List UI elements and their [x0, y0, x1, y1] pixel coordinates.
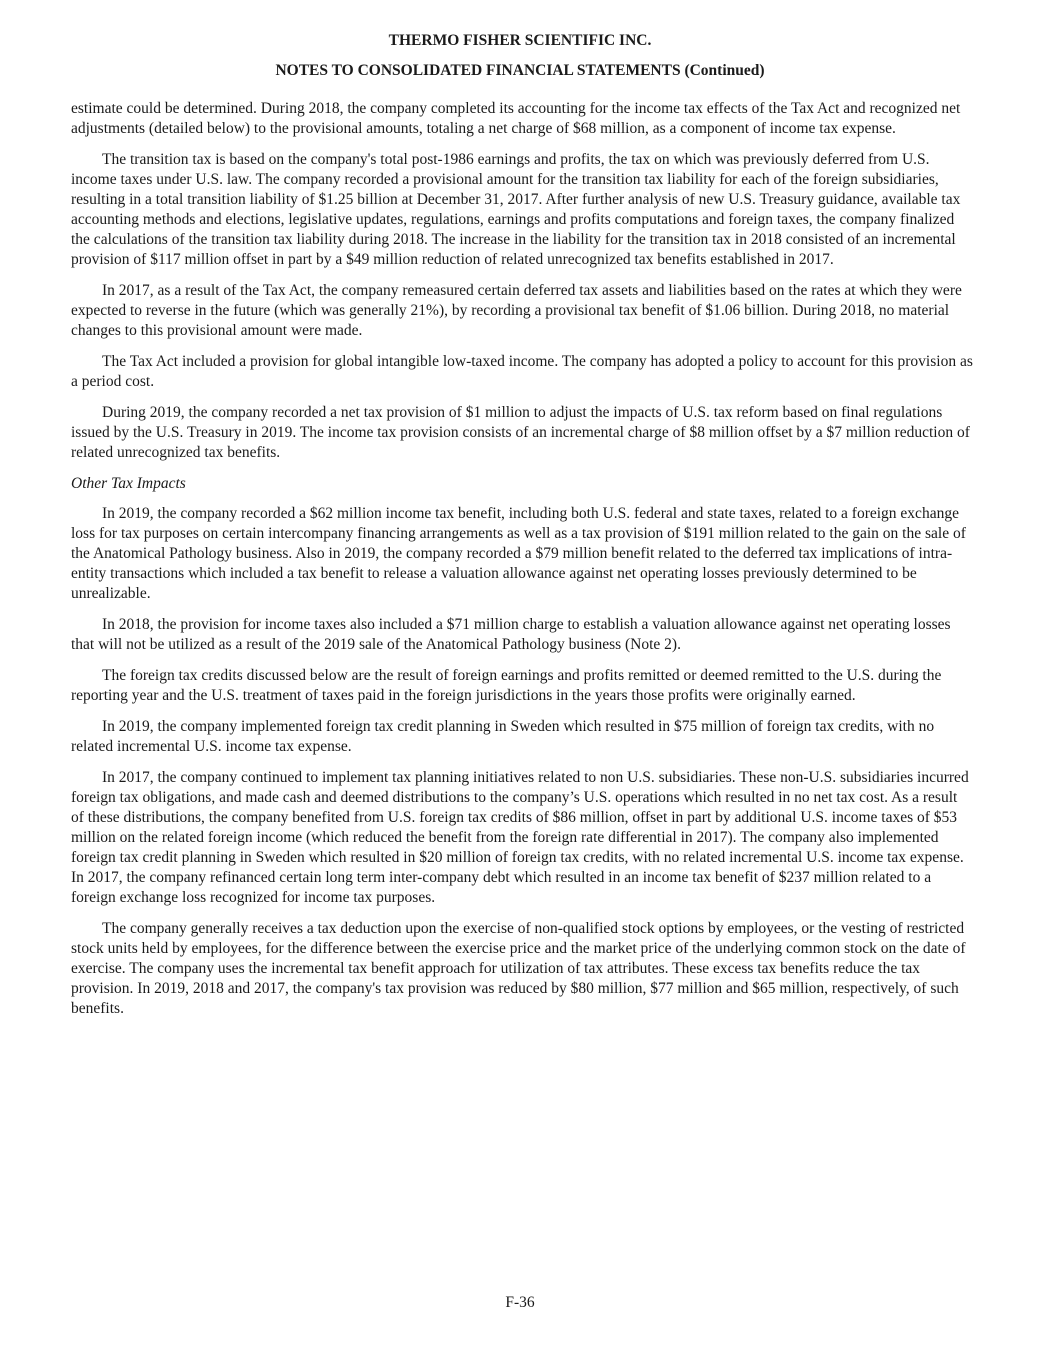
company-name: THERMO FISHER SCIENTIFIC INC. — [388, 32, 652, 49]
section-title: NOTES TO CONSOLIDATED FINANCIAL STATEMENTS (Continued) — [275, 62, 765, 79]
paragraph-foreign-tax-credits: The foreign tax credits discussed below are the result of foreign earnings and profits remitted or deemed remitted to the U.S. during the reporting year and the U.S. treatment of taxes paid in the foreign jurisdictions in the years those profits were originally earned. — [71, 667, 942, 704]
paragraph-transition-tax: The transition tax is based on the company's total post-1986 earnings and profits, the tax on which was previously deferred from U.S. income taxes under U.S. law. The company recorded a provisional amount for the transition tax liability for each of the foreign subsidiaries, resulting in a total transition liability of $1.25 billion at December 31, 2017. After further analysis of new U.S. Treasury guidance, available tax accounting methods and elections, legislative updates, regulations, earnings and profits computations and foreign taxes, the company finalized the calculations of the transition tax liability during 2018. The increase in the liability for the transition tax in 2018 consisted of an incremental provision of $117 million offset in part by a $49 million reduction of related unrecognized tax benefits established in 2017. — [71, 151, 961, 268]
paragraph-continued: estimate could be determined. During 2018, the company completed its accounting for the income tax effects of the Tax Act and recognized net adjustments (detailed below) to the provisional amounts, totaling a net charge of $68 million, as a component of income tax expense. — [71, 100, 961, 137]
paragraph-stock-options: The company generally receives a tax deduction upon the exercise of non-qualified stock options by employees, or the vesting of restricted stock units held by employees, for the difference between the exercise price and the market price of the underlying common stock on the date of exercise. The company uses the incremental tax benefit approach for utilization of tax attributes. These excess tax benefits reduce the tax provision. In 2019, 2018 and 2017, the company's tax provision was reduced by $80 million, $77 million and $65 million, respectively, of such benefits. — [71, 920, 966, 1017]
paragraph-2019-tax-benefit: In 2019, the company recorded a $62 million income tax benefit, including both U.S. federal and state taxes, related to a foreign exchange loss for tax purposes on certain intercompany financing arrangements as well as a tax provision of $191 million related to the gain on the sale of the Anatomical Pathology business. Also in 2019, the company recorded a $79 million benefit related to the deferred tax implications of intra-entity transactions which included a tax benefit to release a valuation allowance against net operating losses previously determined to be unrealizable. — [71, 505, 966, 602]
paragraph-deferred-remeasurement: In 2017, as a result of the Tax Act, the company remeasured certain deferred tax assets and liabilities based on the rates at which they were expected to reverse in the future (which was generally 21%), by recording a provisional tax benefit of $1.06 billion. During 2018, no material changes to this provisional amount were made. — [71, 282, 962, 339]
subheading-other-tax-impacts: Other Tax Impacts — [71, 475, 186, 492]
paragraph-2019-tax-reform: During 2019, the company recorded a net tax provision of $1 million to adjust the impacts of U.S. tax reform based on final regulations issued by the U.S. Treasury in 2019. The income tax provision consists of an incremental charge of $8 million offset by a $7 million reduction of related unrecognized tax benefits. — [71, 404, 970, 461]
page-number: F-36 — [505, 1294, 535, 1311]
paragraph-2019-sweden-planning: In 2019, the company implemented foreign tax credit planning in Sweden which resulted in $75 million of foreign tax credits, with no related incremental U.S. income tax expense. — [71, 718, 935, 755]
notes-body — [71, 99, 973, 1030]
paragraph-2017-planning: In 2017, the company continued to implement tax planning initiatives related to non U.S. subsidiaries. These non-U.S. subsidiaries incurred foreign tax obligations, and made cash and deemed distributions to the company’s U.S. operations which resulted in no net tax cost. As a result of these distributions, the company benefited from U.S. foreign tax credits of $86 million, offset in part by additional U.S. income taxes of $53 million on the related foreign income (which reduced the benefit from the foreign rate differential in 2017). The company also implemented foreign tax credit planning in Sweden which resulted in $20 million of foreign tax credits, with no related incremental U.S. income tax expense. In 2017, the company refinanced certain long term inter-company debt which resulted in an income tax benefit of $237 million related to a foreign exchange loss recognized for income tax purposes. — [71, 769, 969, 906]
paragraph-2018-valuation-allowance: In 2018, the provision for income taxes also included a $71 million charge to establish a valuation allowance against net operating losses that will not be utilized as a result of the 2019 sale of the Anatomical Pathology business (Note 2). — [71, 616, 951, 653]
paragraph-gilti: The Tax Act included a provision for global intangible low-taxed income. The company has adopted a policy to account for this provision as a period cost. — [71, 353, 973, 390]
